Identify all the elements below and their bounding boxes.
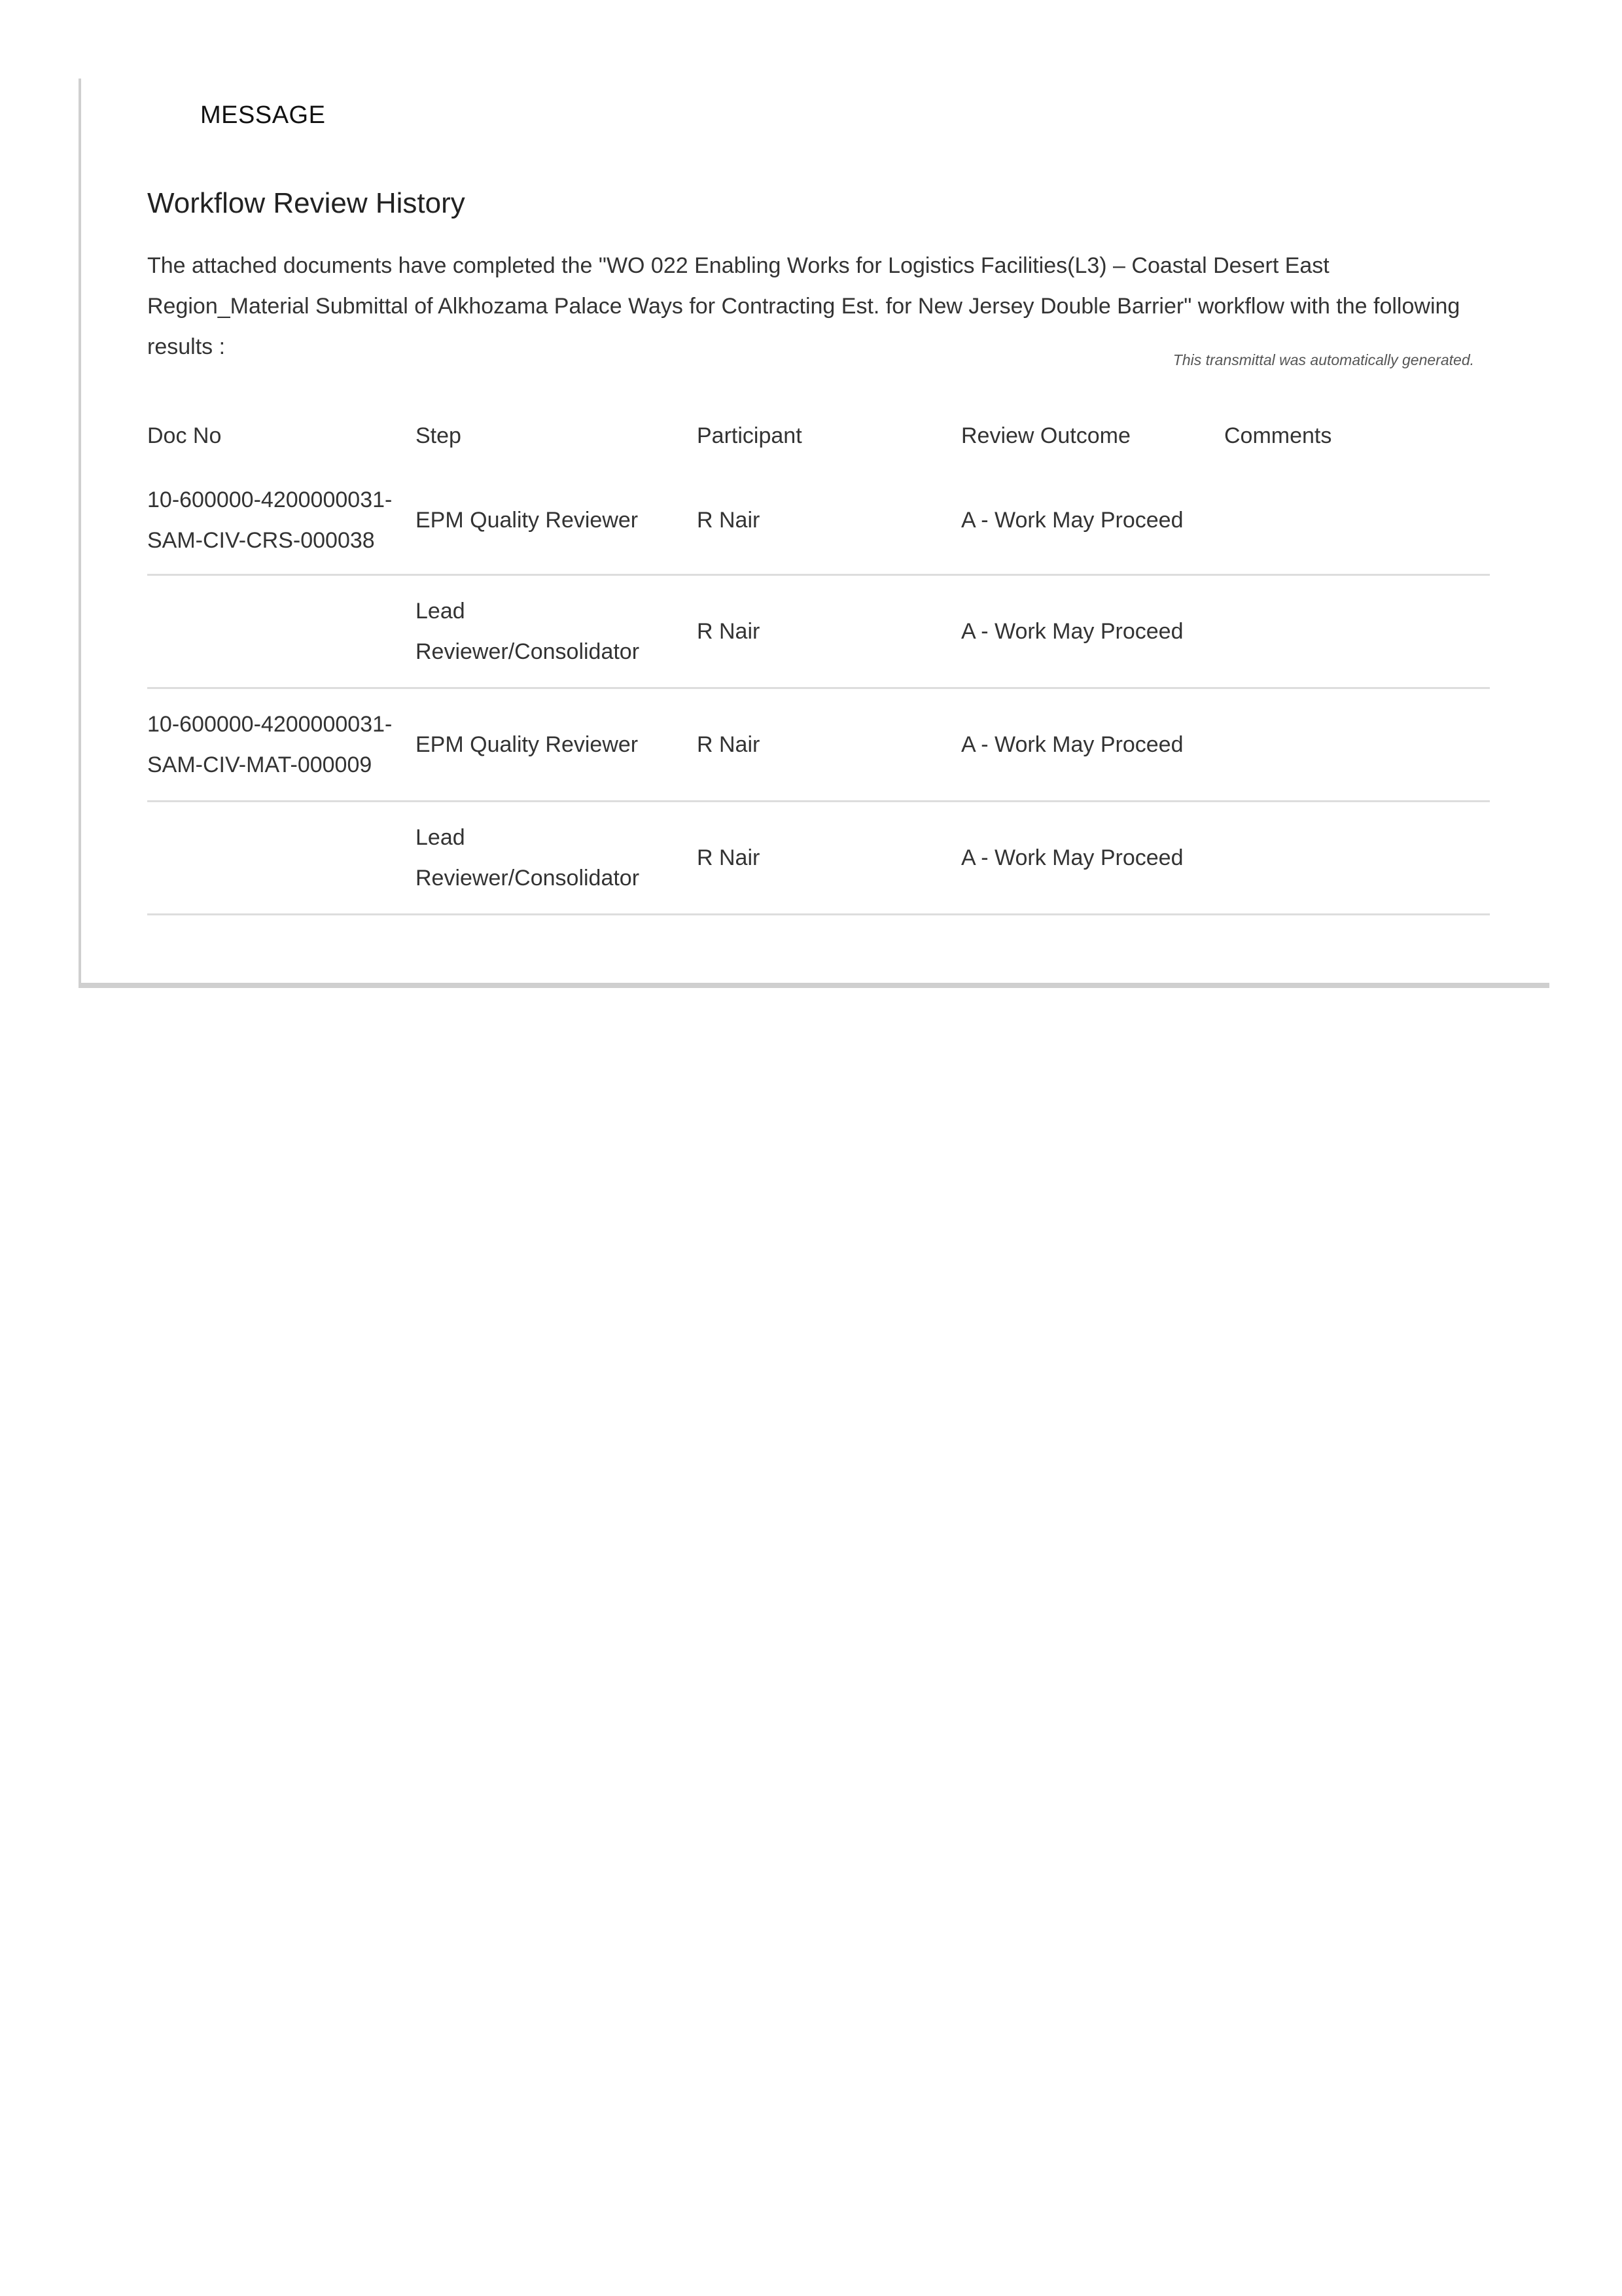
cell-doc-no (147, 575, 415, 688)
table-row (147, 802, 1490, 915)
step-line: Lead (415, 825, 465, 850)
cell-participant: R Nair (697, 688, 961, 802)
step-line: EPM Quality Reviewer (415, 507, 639, 533)
cell-review-outcome: A - Work May Proceed (961, 802, 1224, 915)
auto-generated-note: This transmittal was automatically generated. (1172, 351, 1474, 368)
cell-comments (1224, 802, 1490, 915)
step-line: Reviewer/Consolidator (415, 639, 640, 664)
cell-step (415, 688, 697, 802)
cell-doc-no (147, 802, 415, 915)
step-line: EPM Quality Reviewer (415, 732, 639, 757)
cell-review-outcome: A - Work May Proceed (961, 575, 1224, 688)
review-history-table (147, 406, 1490, 915)
cell-step (415, 575, 697, 688)
header-comments: Comments (1224, 423, 1332, 448)
step-line: Lead (415, 599, 465, 624)
cell-comments (1224, 688, 1490, 802)
cell-comments (1224, 466, 1490, 575)
header-review-outcome: Review Outcome (961, 423, 1131, 448)
header-participant: Participant (697, 423, 802, 448)
cell-participant: R Nair (697, 466, 961, 575)
intro-text: The attached documents have completed the "WO 022 Enabling Works for Logistics Facilities(L3) – Coastal Desert East Region_Material Submittal of Alkhozama Palace Ways for Contracting Est. for New Jersey Double Barrier" workflow with the following results : (147, 253, 1460, 359)
cell-doc-no (147, 466, 415, 575)
cell-doc-no (147, 688, 415, 802)
cell-comments (1224, 575, 1490, 688)
table-row (147, 575, 1490, 688)
cell-review-outcome: A - Work May Proceed (961, 688, 1224, 802)
table-header-row (147, 406, 1490, 466)
doc-no-line: SAM-CIV-CRS-000038 (147, 527, 375, 553)
table-row (147, 466, 1490, 575)
header-step: Step (415, 423, 461, 448)
cell-step (415, 802, 697, 915)
doc-no-line: 10-600000-4200000031- (147, 487, 393, 512)
header-doc-no: Doc No (147, 423, 222, 448)
page-title: Workflow Review History (147, 187, 465, 219)
cell-participant: R Nair (697, 575, 961, 688)
cell-participant: R Nair (697, 802, 961, 915)
cell-review-outcome: A - Work May Proceed (961, 466, 1224, 575)
table-row (147, 688, 1490, 802)
message-label: MESSAGE (200, 101, 326, 129)
doc-no-line: 10-600000-4200000031- (147, 712, 393, 737)
cell-step (415, 466, 697, 575)
step-line: Reviewer/Consolidator (415, 866, 640, 891)
doc-no-line: SAM-CIV-MAT-000009 (147, 752, 372, 777)
